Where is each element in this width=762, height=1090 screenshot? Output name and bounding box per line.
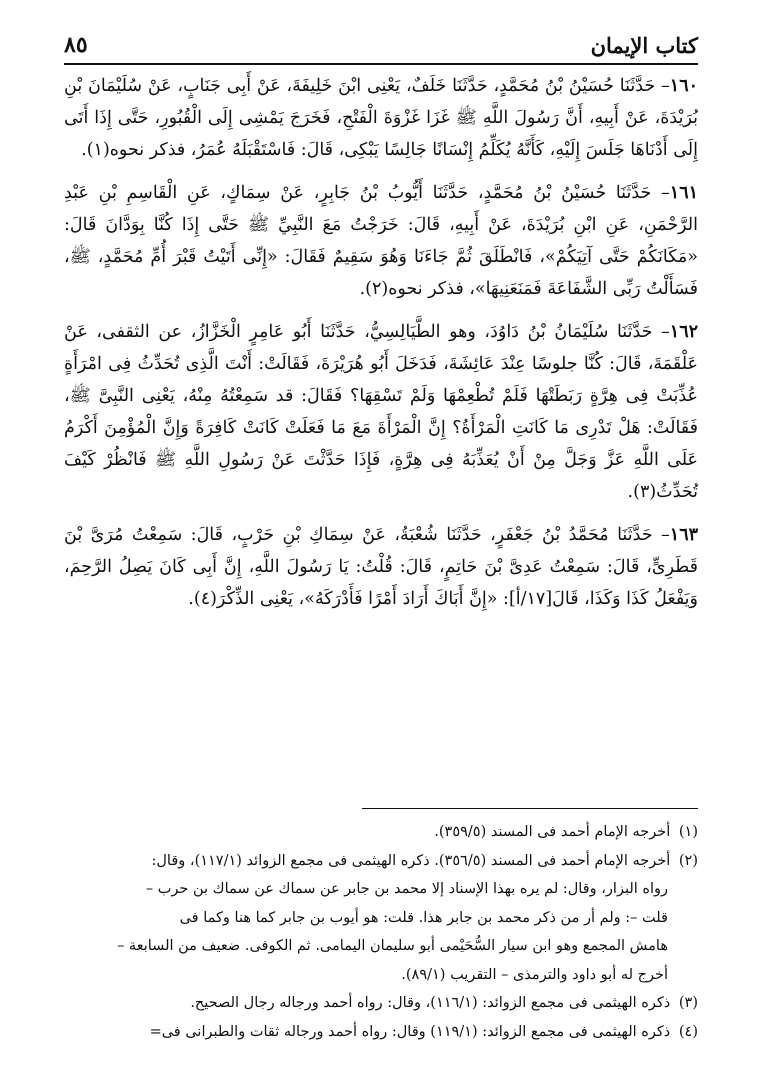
hadith-number: ١٦٣ xyxy=(669,525,698,545)
footnotes-section xyxy=(64,818,698,1046)
footnote-continuation xyxy=(64,875,698,904)
footnote-number: (١) xyxy=(678,824,698,840)
page-header xyxy=(64,22,698,58)
footnote-line: أخرج له أبو داود والترمذى – التقريب (٨٩/١). xyxy=(401,966,668,983)
hadith-text: – حَدَّثَنَا حُسَيْنُ بْنُ مُحَمَّدٍ، حَدَّثَنَا خَلَفٌ، يَعْنِى ابْنَ خَلِيفَةَ، عَنْ أَبِى جَنَابٍ، عَنْ سُلَيْمَانَ بْنِ بُرَيْدَةَ، عَنْ أَبِيهِ، أَنَّ رَسُولَ اللَّهِ ﷺ غَزَا غَزْوَةَ الْفَتْحِ، فَخَرَجَ يَمْشِى إِلَى الْقُبُورِ، حَتَّى إِذَا أَتَى إِلَى أَدْنَاهَا جَلَسَ إِلَيْهِ، كَأَنَّهُ يُكَلِّمُ إِنْسَانًا جَالِسًا يَبْكِى، قَالَ: فَاسْتَقْبَلَهُ عُمَرُ، فذكر نحوه(١). xyxy=(64,76,698,160)
footnote-continuation xyxy=(64,904,698,933)
hadith-number: ١٦٢ xyxy=(669,322,698,342)
footnote xyxy=(64,1018,698,1047)
footnote-line: ذكره الهيثمى فى مجمع الزوائد: (١١٦/١)، وقال: رواه أحمد ورجاله رجال الصحيح. xyxy=(190,995,671,1011)
footnote xyxy=(64,818,698,847)
header-divider xyxy=(64,63,698,65)
footnote-line: أخرجه الإمام أحمد فى المسند (٣٥٦/٥). ذكره الهيثمى فى مجمع الزوائد (١١٧/١)، وقال: xyxy=(151,852,671,869)
page-body xyxy=(64,70,698,626)
hadith-paragraph xyxy=(64,316,698,508)
hadith-text: – حَدَّثَنَا مُحَمَّدُ بْنُ جَعْفَرٍ، حَدَّثَنَا شُعْبَةُ، عَنْ سِمَاكِ بْنِ حَرْبٍ، قَالَ: سَمِعْتُ مُرَىَّ بْنَ قَطَرِىٍّ، قَالَ: سَمِعْتُ عَدِىَّ بْنَ حَاتِمٍ، قَالَ: قُلْتُ: يَا رَسُولَ اللَّهِ، إِنَّ أَبِى كَانَ يَصِلُ الرَّحِمَ، وَيَفْعَلُ كَذَا وَكَذَا، قَالَ[١٧/أ]: «إِنَّ أَبَاكَ أَرَادَ أَمْرًا فَأَدْرَكَهُ»، يَعْنِى الذِّكْرَ(٤). xyxy=(64,525,698,609)
footnote-line: ذكره الهيثمى فى مجمع الزوائد: (١١٩/١) وقال: رواه أحمد ورجاله ثقات والطبرانى فى= xyxy=(149,1023,671,1040)
footnote-number: (٣) xyxy=(678,995,698,1011)
page-number: ٨٥ xyxy=(64,32,88,58)
hadith-number: ١٦٠ xyxy=(669,76,698,96)
hadith-text: – حَدَّثَنَا سُلَيْمَانُ بْنُ دَاوُدَ، وهو الطَّيَالِسِيُّ، حَدَّثَنَا أَبُو عَامِرٍ الْخَزَّازُ، عن الثقفى، عَنْ عَلْقَمَةَ، قَالَ: كُنَّا جلوسًا عِنْدَ عَائِشَةَ، فَدَخَلَ أَبُو هُرَيْرَةَ، فَقَالَتْ: أَنْتَ الَّذِى تُحَدِّثُ فِى امْرَأَةٍ عُذِّبَتْ فِى هِرَّةٍ رَبَطَتْهَا فَلَمْ تُطْعِمْهَا وَلَمْ تَسْقِهَا؟ فَقَالَ: قد سَمِعْتُهُ مِنْهُ، يَعْنِى النَّبِىَّ ﷺ، فَقَالَتْ: هَلْ تَدْرِى مَا كَانَتِ الْمَرْأَةُ؟ إِنَّ الْمَرْأَةَ مَعَ مَا فَعَلَتْ كَانَتْ كَافِرَةً وَإِنَّ الْمُؤْمِنَ أَكْرَمُ عَلَى اللَّهِ عَزَّ وَجَلَّ مِنْ أَنْ يُعَذِّبَهُ فِى هِرَّةٍ، فَإِذَا حَدَّثْتَ عَنْ رَسُولِ اللَّهِ ﷺ فَانْظُرْ كَيْفَ تُحَدِّثُ(٣). xyxy=(64,322,698,502)
book-title: كتاب الإيمان xyxy=(590,33,698,58)
footnote-continuation xyxy=(64,932,698,961)
footnote-line: رواه البزار، وقال: لم يره بهذا الإسناد إلا محمد بن جابر عن سماك عن سماك بن حرب – xyxy=(145,881,668,897)
hadith-paragraph xyxy=(64,70,698,166)
footnote xyxy=(64,989,698,1018)
footnote xyxy=(64,847,698,876)
footnote-line: قلت –: ولم أر من ذكر محمد بن جابر هذا. قلت: هو أيوب بن جابر كما هنا وكما فى xyxy=(179,909,668,926)
footnote-number: (٢) xyxy=(678,852,698,869)
hadith-paragraph xyxy=(64,519,698,615)
hadith-paragraph xyxy=(64,177,698,305)
footnote-line: هامش المجمع وهو ابن سيار السُّحَيْمى أبو سليمان اليمامى. ثم الكوفى. ضعيف من السابعة – xyxy=(117,938,668,954)
footnote-continuation xyxy=(64,961,698,990)
hadith-text: – حَدَّثَنَا حُسَيْنُ بْنُ مُحَمَّدٍ، حَدَّثَنَا أَيُّوبُ بْنُ جَابِرٍ، عَنْ سِمَاكٍ، عَنِ الْقَاسِمِ بْنِ عَبْدِ الرَّحْمَنِ، عَنِ ابْنِ بُرَيْدَةَ، عَنْ أَبِيهِ، قَالَ: خَرَجْتُ مَعَ النَّبِيِّ ﷺ حَتَّى إِذَا كُنَّا بِوَدَّانَ قَالَ: «مَكَانَكُمْ حَتَّى آتِيَكُمْ»، فَانْطَلَقَ ثُمَّ جَاءَنَا وَهُوَ سَقِيمٌ فَقَالَ: «إِنِّى أَتَيْتُ قَبْرَ أُمِّ مُحَمَّدٍ، ﷺ، فَسَأَلْتُ رَبِّى الشَّفَاعَةَ فَمَنَعَنِيهَا»، فذكر نحوه(٢). xyxy=(64,183,698,299)
footnote-divider xyxy=(362,808,698,809)
footnote-line: أخرجه الإمام أحمد فى المسند (٣٥٩/٥). xyxy=(434,824,671,840)
footnote-number: (٤) xyxy=(678,1023,698,1040)
hadith-number: ١٦١ xyxy=(669,183,698,203)
